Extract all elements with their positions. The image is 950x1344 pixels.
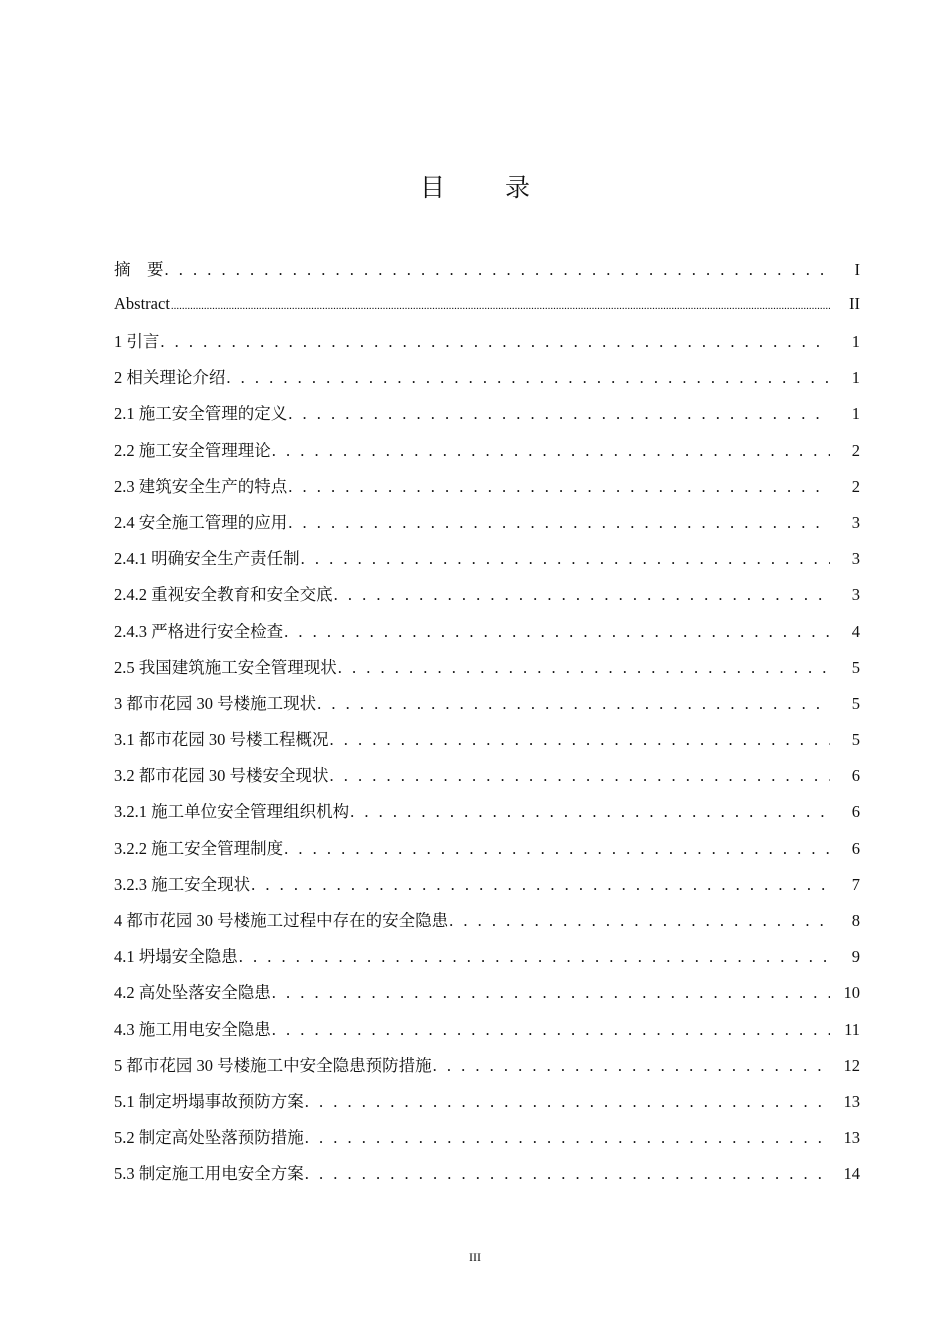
toc-leader [271, 441, 830, 461]
toc-entry-label: Abstract [114, 294, 170, 313]
toc-entry[interactable] [114, 618, 860, 654]
toc-leader [333, 585, 830, 605]
toc-entry-label: 2.4 安全施工管理的应用 [114, 512, 288, 532]
toc-entry-page: 7 [851, 874, 860, 894]
toc-leader [287, 477, 830, 497]
toc-entry-label: 2.4.2 重视安全教育和安全交底 [114, 585, 333, 605]
table-of-contents [114, 256, 860, 1197]
toc-leader [337, 658, 830, 678]
toc-entry[interactable] [114, 294, 860, 328]
toc-entry-page: I [854, 260, 860, 279]
toc-leader [283, 622, 830, 642]
toc-entry-label: 3 都市花园 30 号楼施工现状 [114, 693, 317, 713]
toc-entry-page: 6 [851, 802, 860, 822]
toc-leader [304, 1164, 830, 1184]
toc-entry-label: 2.4.1 明确安全生产责任制 [114, 549, 300, 569]
toc-entry-label: 5.2 制定高处坠落预防措施 [114, 1128, 304, 1148]
toc-entry-page: 1 [851, 332, 860, 351]
toc-entry-page: 14 [843, 1164, 860, 1184]
toc-entry[interactable] [114, 328, 860, 364]
toc-leader [287, 404, 830, 424]
toc-entry-page: 1 [851, 368, 860, 388]
toc-leader [304, 1128, 830, 1148]
toc-entry[interactable] [114, 437, 860, 473]
toc-entry[interactable] [114, 1088, 860, 1124]
toc-entry[interactable] [114, 907, 860, 943]
toc-entry[interactable] [114, 1052, 860, 1088]
toc-entry-label: 4.1 坍塌安全隐患 [114, 947, 238, 967]
toc-entry[interactable] [114, 871, 860, 907]
toc-entry[interactable] [114, 509, 860, 545]
toc-leader [170, 300, 830, 312]
toc-entry-label: 摘 要 [114, 260, 164, 279]
toc-entry-page: 5 [851, 657, 860, 677]
toc-leader [159, 332, 830, 352]
toc-entry[interactable] [114, 943, 860, 979]
toc-leader [300, 549, 830, 569]
toc-leader [164, 260, 831, 280]
toc-entry-page: 2 [851, 476, 860, 496]
toc-leader [271, 1020, 830, 1040]
toc-leader [287, 513, 830, 533]
toc-entry-label: 1 引言 [114, 332, 160, 351]
toc-entry-page: 13 [843, 1128, 860, 1148]
toc-entry-label: 5 都市花园 30 号楼施工中安全隐患预防措施 [114, 1055, 432, 1075]
toc-entry-label: 2.5 我国建筑施工安全管理现状 [114, 657, 337, 677]
toc-entry-label: 2 相关理论介绍 [114, 368, 226, 388]
toc-entry[interactable] [114, 1124, 860, 1160]
toc-entry-page: 4 [851, 621, 860, 641]
toc-entry[interactable] [114, 726, 860, 762]
toc-entry-label: 4.2 高处坠落安全隐患 [114, 983, 271, 1003]
toc-entry-page: 10 [843, 983, 860, 1003]
toc-leader [329, 730, 831, 750]
toc-entry-label: 4 都市花园 30 号楼施工过程中存在的安全隐患 [114, 911, 449, 930]
page-title: 目 录 [420, 173, 556, 202]
toc-entry-page: 5 [851, 693, 860, 713]
toc-entry-page: 11 [844, 1019, 860, 1039]
toc-leader [271, 983, 830, 1003]
toc-entry-label: 2.4.3 严格进行安全检查 [114, 621, 284, 641]
toc-entry[interactable] [114, 364, 860, 400]
toc-leader [283, 839, 830, 859]
toc-entry-label: 3.2.3 施工安全现状 [114, 874, 251, 894]
toc-entry-label: 3.2.2 施工安全管理制度 [114, 838, 284, 858]
toc-entry[interactable] [114, 798, 860, 834]
toc-entry-label: 3.2 都市花园 30 号楼安全现状 [114, 766, 329, 786]
toc-entry-label: 5.3 制定施工用电安全方案 [114, 1164, 304, 1184]
toc-entry[interactable] [114, 1016, 860, 1052]
toc-entry[interactable] [114, 473, 860, 509]
toc-entry[interactable] [114, 762, 860, 798]
toc-entry[interactable] [114, 581, 860, 617]
toc-entry-label: 5.1 制定坍塌事故预防方案 [114, 1091, 304, 1111]
toc-entry-page: 1 [851, 404, 860, 424]
toc-entry-page: 6 [851, 766, 860, 786]
toc-entry-page: 9 [851, 947, 860, 967]
toc-leader [448, 911, 830, 931]
toc-entry-label: 2.1 施工安全管理的定义 [114, 404, 288, 424]
toc-leader [329, 766, 831, 786]
toc-entry[interactable] [114, 654, 860, 690]
toc-entry-page: 2 [851, 440, 860, 460]
toc-entry-label: 2.2 施工安全管理理论 [114, 440, 271, 460]
toc-entry-page: 13 [843, 1091, 860, 1111]
toc-entry-label: 4.3 施工用电安全隐患 [114, 1019, 271, 1039]
toc-entry-page: 12 [843, 1055, 860, 1075]
toc-entry[interactable] [114, 690, 860, 726]
toc-leader [238, 947, 830, 967]
toc-leader [432, 1056, 830, 1076]
toc-entry-label: 3.2.1 施工单位安全管理组织机构 [114, 802, 350, 822]
toc-entry[interactable] [114, 400, 860, 436]
toc-entry-label: 3.1 都市花园 30 号楼工程概况 [114, 730, 329, 750]
toc-leader [225, 368, 830, 388]
toc-entry-page: 5 [851, 730, 860, 750]
toc-entry-page: 8 [851, 911, 860, 930]
page-number: III [469, 1250, 481, 1264]
toc-leader [304, 1092, 830, 1112]
toc-entry[interactable] [114, 1160, 860, 1196]
toc-entry[interactable] [114, 835, 860, 871]
toc-entry-page: 3 [851, 585, 860, 605]
toc-entry[interactable] [114, 545, 860, 581]
toc-entry-page: 3 [851, 512, 860, 532]
toc-leader [316, 694, 830, 714]
toc-entry-page: 3 [851, 549, 860, 569]
toc-leader [250, 875, 830, 895]
toc-leader [349, 802, 830, 822]
toc-entry-label: 2.3 建筑安全生产的特点 [114, 476, 288, 496]
toc-entry[interactable] [114, 979, 860, 1015]
toc-entry[interactable] [114, 256, 860, 294]
toc-entry-page: 6 [851, 838, 860, 858]
toc-entry-page: II [849, 294, 860, 313]
